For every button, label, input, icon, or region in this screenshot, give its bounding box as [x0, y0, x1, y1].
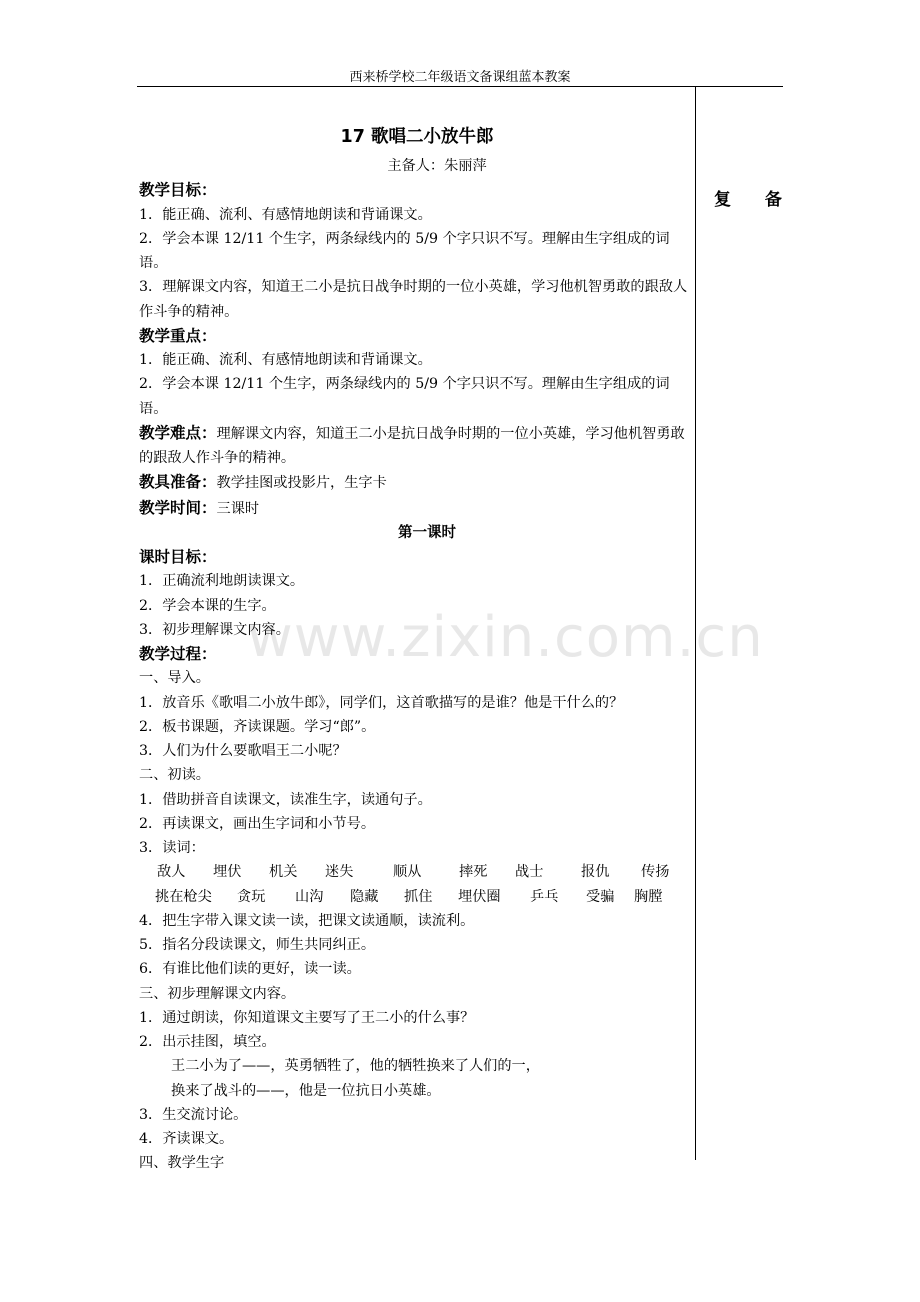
review-column-label: 复 备 — [714, 190, 796, 210]
part2-item: 1．借助拼音自读课文，读准生字，读通句子。 — [139, 791, 432, 808]
key-point-item: 2．学会本课 12/11 个生字，两条绿线内的 5/9 个字只识不写。理解由生字组成的词语。 — [139, 376, 670, 417]
lesson1-goal-item: 2．学会本课的生字。 — [139, 597, 276, 614]
part2-item: 3．读词： — [139, 840, 205, 856]
difficulty-text: 理解课文内容，知道王二小是抗日战争时期的一位小英雄，学习他机智勇敢的跟敌人作斗争的精神。 — [139, 425, 685, 466]
lesson1-goals-heading: 课时目标： — [139, 548, 217, 566]
part1-item: 3．人们为什么要歌唱王二小呢？ — [139, 743, 347, 759]
lesson1-goal-item: 1．正确流利地朗读课文。 — [139, 573, 305, 590]
part2-item: 4．把生字带入课文读一读，把课文读通顺，读流利。 — [139, 912, 475, 929]
author: 主备人：朱丽萍 — [387, 158, 487, 174]
tools-line — [139, 470, 695, 495]
lesson1-goal-item: 3．初步理解课文内容。 — [139, 621, 290, 638]
goal-item: 1．能正确、流利、有感情地朗读和背诵课文。 — [139, 206, 432, 223]
process-heading: 教学过程： — [139, 645, 217, 663]
vocab-word: 挑在枪尖 — [155, 888, 212, 905]
vocab-word: 机关 — [269, 864, 298, 881]
part1-item: 1．放音乐《歌唱二小放牛郎》，同学们，这首歌描写的是谁？他是干什么的？ — [139, 694, 624, 711]
vocab-word: 传扬 — [641, 864, 670, 881]
goal-item: 3．理解课文内容，知道王二小是抗日战争时期的一位小英雄，学习他机智勇敢的跟敌人作斗争的精神。 — [139, 279, 688, 320]
word-row-1 — [139, 860, 695, 884]
word-row-2 — [139, 885, 695, 909]
watermark: www.zixin.com.cn — [247, 605, 764, 670]
vocab-word: 报仇 — [581, 864, 610, 881]
vocab-word: 受骗 — [586, 888, 615, 905]
part1-title: 一、导入。 — [139, 670, 210, 687]
part2-item: 5．指名分段读课文，师生共同纠正。 — [139, 937, 376, 953]
difficulty-paragraph — [139, 421, 695, 471]
vocab-word: 埋伏圈 — [458, 888, 501, 905]
difficulty-heading: 教学难点： — [139, 423, 217, 442]
time-text: 三课时 — [216, 500, 260, 517]
tools-text: 教学挂图或投影片，生字卡 — [216, 475, 387, 492]
tools-heading: 教具准备： — [139, 473, 217, 492]
key-point-item: 1．能正确、流利、有感情地朗读和背诵课文。 — [139, 352, 432, 368]
part3-item: 4．齐读课文。 — [139, 1131, 234, 1147]
time-line — [139, 496, 695, 521]
vocab-word: 敌人 — [157, 864, 186, 881]
fill-blank-line: 换来了战斗的——，他是一位抗日小英雄。 — [171, 1082, 441, 1099]
lesson-plan-body — [139, 124, 695, 1176]
goals-heading: 教学目标： — [139, 181, 217, 200]
lesson-title: 17 歌唱二小放牛郎 — [340, 127, 494, 147]
vocab-word: 山沟 — [295, 888, 324, 905]
part2-item: 6．有谁比他们读的更好，读一读。 — [139, 961, 361, 978]
vocab-word: 贪玩 — [237, 888, 266, 905]
vocab-word: 胸膛 — [634, 888, 663, 905]
part4-title: 四、教学生字 — [139, 1155, 225, 1172]
part3-item: 2．出示挂图，填空。 — [139, 1034, 276, 1050]
part3-title: 三、初步理解课文内容。 — [139, 985, 296, 1002]
vocab-word: 迷失 — [325, 864, 354, 881]
vocab-word: 顺从 — [393, 864, 422, 881]
vocab-word: 埋伏 — [213, 864, 242, 881]
fill-blank-line: 王二小为了——，英勇牺牲了，他的牺牲换来了人们的一， — [171, 1058, 540, 1075]
vocab-word: 摔死 — [459, 864, 488, 881]
time-heading: 教学时间： — [139, 498, 217, 517]
part2-item: 2．再读课文，画出生字词和小节号。 — [139, 815, 376, 832]
part3-item: 1．通过朗读，你知道课文主要写了王二小的什么事？ — [139, 1009, 475, 1026]
part3-item: 3．生交流讨论。 — [139, 1106, 248, 1123]
vocab-word: 隐藏 — [350, 888, 379, 905]
lesson1-title: 第一课时 — [398, 524, 456, 541]
header-rule — [137, 86, 783, 87]
document-header: 西来桥学校二年级语文备课组蓝本教案 — [349, 70, 571, 85]
part1-item: 2．板书课题，齐读课题。学习“郎”。 — [139, 718, 376, 735]
goal-item: 2．学会本课 12/11 个生字，两条绿线内的 5/9 个字只识不写。理解由生字组成的词语。 — [139, 230, 670, 271]
key-points-heading: 教学重点： — [139, 326, 217, 345]
part2-title: 二、初读。 — [139, 767, 210, 784]
vocab-word: 抓住 — [404, 888, 433, 905]
vocab-word: 战士 — [515, 864, 544, 881]
vocab-word: 乒乓 — [530, 888, 559, 905]
